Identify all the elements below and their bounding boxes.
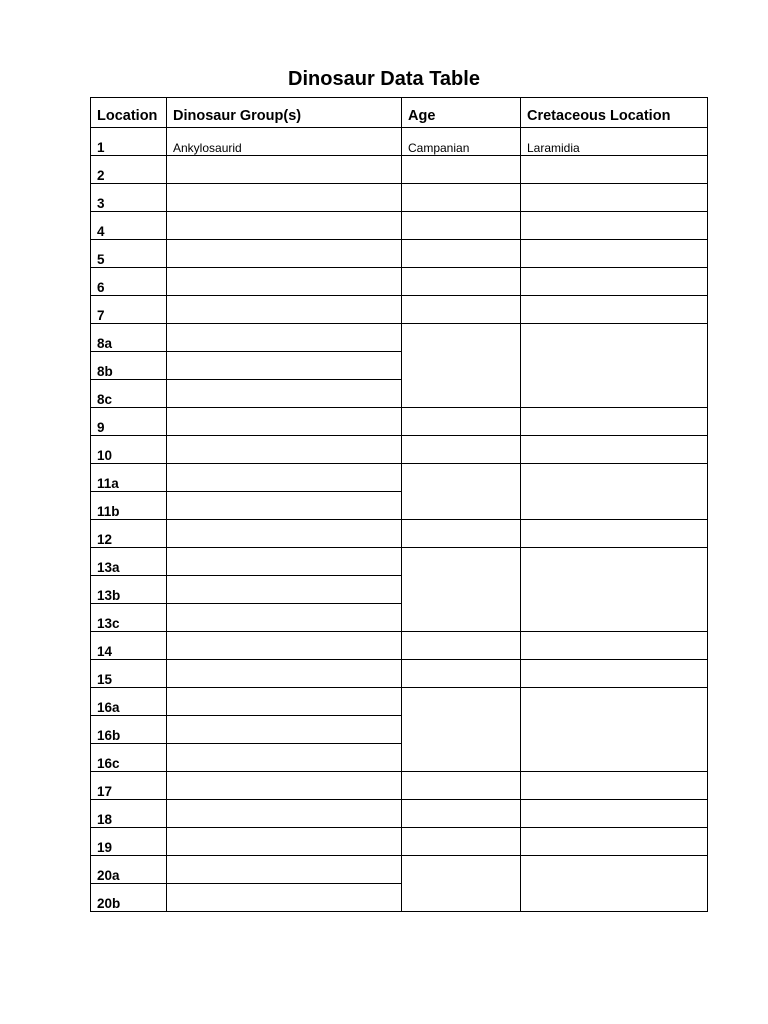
table-row bbox=[91, 856, 708, 884]
table-row bbox=[91, 688, 708, 716]
dinosaur-group-cell[interactable] bbox=[167, 408, 402, 436]
location-cell: 3 bbox=[91, 184, 167, 212]
location-cell: 13c bbox=[91, 604, 167, 632]
dinosaur-group-cell[interactable] bbox=[167, 632, 402, 660]
dinosaur-group-cell[interactable] bbox=[167, 828, 402, 856]
age-cell[interactable] bbox=[402, 184, 521, 212]
dinosaur-data-table bbox=[90, 97, 708, 912]
table-row bbox=[91, 772, 708, 800]
dinosaur-group-cell[interactable] bbox=[167, 268, 402, 296]
location-cell: 14 bbox=[91, 632, 167, 660]
location-cell: 20b bbox=[91, 884, 167, 912]
age-cell[interactable] bbox=[402, 688, 521, 772]
location-cell: 4 bbox=[91, 212, 167, 240]
location-cell: 11b bbox=[91, 492, 167, 520]
location-cell: 8b bbox=[91, 352, 167, 380]
location-cell: 15 bbox=[91, 660, 167, 688]
age-cell[interactable] bbox=[402, 632, 521, 660]
age-cell[interactable] bbox=[402, 212, 521, 240]
cretaceous-location-cell[interactable] bbox=[521, 828, 708, 856]
age-cell[interactable] bbox=[402, 156, 521, 184]
dinosaur-group-cell[interactable] bbox=[167, 772, 402, 800]
page-title: Dinosaur Data Table bbox=[288, 68, 480, 90]
age-cell[interactable] bbox=[402, 800, 521, 828]
age-cell[interactable] bbox=[402, 856, 521, 912]
location-cell: 11a bbox=[91, 464, 167, 492]
table-row bbox=[91, 520, 708, 548]
age-cell[interactable] bbox=[402, 828, 521, 856]
dinosaur-group-cell[interactable] bbox=[167, 156, 402, 184]
dinosaur-group-cell[interactable] bbox=[167, 184, 402, 212]
cretaceous-location-cell[interactable] bbox=[521, 548, 708, 632]
location-cell: 7 bbox=[91, 296, 167, 324]
cretaceous-location-cell[interactable] bbox=[521, 464, 708, 520]
cretaceous-location-cell[interactable] bbox=[521, 268, 708, 296]
cretaceous-location-cell[interactable] bbox=[521, 688, 708, 772]
dinosaur-group-cell[interactable] bbox=[167, 604, 402, 632]
table-row bbox=[91, 828, 708, 856]
table-row bbox=[91, 184, 708, 212]
dinosaur-group-cell[interactable] bbox=[167, 380, 402, 408]
cretaceous-location-cell[interactable] bbox=[521, 324, 708, 408]
dinosaur-group-cell[interactable] bbox=[167, 884, 402, 912]
dinosaur-group-cell[interactable] bbox=[167, 688, 402, 716]
table-row bbox=[91, 212, 708, 240]
location-cell: 10 bbox=[91, 436, 167, 464]
location-cell: 1 bbox=[91, 128, 167, 156]
age-cell[interactable] bbox=[402, 464, 521, 520]
column-header-cretaceous-location: Cretaceous Location bbox=[521, 98, 708, 128]
table-row bbox=[91, 128, 708, 156]
age-cell[interactable] bbox=[402, 296, 521, 324]
dinosaur-group-cell[interactable] bbox=[167, 240, 402, 268]
dinosaur-group-cell[interactable] bbox=[167, 856, 402, 884]
table-row bbox=[91, 548, 708, 576]
cretaceous-location-cell[interactable] bbox=[521, 156, 708, 184]
age-cell[interactable] bbox=[402, 408, 521, 436]
location-cell: 17 bbox=[91, 772, 167, 800]
location-cell: 2 bbox=[91, 156, 167, 184]
table-row bbox=[91, 436, 708, 464]
table-header-row bbox=[91, 98, 708, 128]
cretaceous-location-cell[interactable] bbox=[521, 632, 708, 660]
dinosaur-group-cell[interactable] bbox=[167, 324, 402, 352]
dinosaur-group-cell[interactable] bbox=[167, 212, 402, 240]
age-cell[interactable] bbox=[402, 268, 521, 296]
cretaceous-location-cell[interactable] bbox=[521, 184, 708, 212]
cretaceous-location-cell[interactable] bbox=[521, 856, 708, 912]
cretaceous-location-cell[interactable]: Laramidia bbox=[521, 128, 708, 156]
table-row bbox=[91, 408, 708, 436]
age-cell[interactable] bbox=[402, 436, 521, 464]
cretaceous-location-cell[interactable] bbox=[521, 436, 708, 464]
cretaceous-location-cell[interactable] bbox=[521, 800, 708, 828]
location-cell: 16a bbox=[91, 688, 167, 716]
table-row bbox=[91, 324, 708, 352]
location-cell: 16c bbox=[91, 744, 167, 772]
age-cell[interactable] bbox=[402, 772, 521, 800]
location-cell: 19 bbox=[91, 828, 167, 856]
location-cell: 16b bbox=[91, 716, 167, 744]
table-body bbox=[91, 128, 708, 912]
table-row bbox=[91, 156, 708, 184]
location-cell: 13b bbox=[91, 576, 167, 604]
dinosaur-group-cell[interactable] bbox=[167, 520, 402, 548]
dinosaur-group-cell[interactable] bbox=[167, 576, 402, 604]
cretaceous-location-cell[interactable] bbox=[521, 212, 708, 240]
table-row bbox=[91, 800, 708, 828]
column-header-location: Location bbox=[91, 98, 167, 128]
table-row bbox=[91, 660, 708, 688]
age-cell[interactable]: Campanian bbox=[402, 128, 521, 156]
age-cell[interactable] bbox=[402, 548, 521, 632]
dinosaur-group-cell[interactable] bbox=[167, 296, 402, 324]
dinosaur-group-cell[interactable] bbox=[167, 352, 402, 380]
dinosaur-group-cell[interactable] bbox=[167, 716, 402, 744]
dinosaur-group-cell[interactable] bbox=[167, 548, 402, 576]
table-row bbox=[91, 464, 708, 492]
location-cell: 8c bbox=[91, 380, 167, 408]
cretaceous-location-cell[interactable] bbox=[521, 408, 708, 436]
location-cell: 5 bbox=[91, 240, 167, 268]
cretaceous-location-cell[interactable] bbox=[521, 240, 708, 268]
cretaceous-location-cell[interactable] bbox=[521, 520, 708, 548]
dinosaur-group-cell[interactable]: Ankylosaurid bbox=[167, 128, 402, 156]
dinosaur-group-cell[interactable] bbox=[167, 744, 402, 772]
dinosaur-group-cell[interactable] bbox=[167, 464, 402, 492]
cretaceous-location-cell[interactable] bbox=[521, 660, 708, 688]
location-cell: 13a bbox=[91, 548, 167, 576]
dinosaur-group-cell[interactable] bbox=[167, 800, 402, 828]
dinosaur-group-cell[interactable] bbox=[167, 492, 402, 520]
age-cell[interactable] bbox=[402, 324, 521, 408]
location-cell: 6 bbox=[91, 268, 167, 296]
table-row bbox=[91, 240, 708, 268]
table-row bbox=[91, 268, 708, 296]
location-cell: 8a bbox=[91, 324, 167, 352]
table-row bbox=[91, 296, 708, 324]
dinosaur-group-cell[interactable] bbox=[167, 660, 402, 688]
column-header-dinosaur-groups: Dinosaur Group(s) bbox=[167, 98, 402, 128]
age-cell[interactable] bbox=[402, 240, 521, 268]
location-cell: 9 bbox=[91, 408, 167, 436]
location-cell: 12 bbox=[91, 520, 167, 548]
column-header-age: Age bbox=[402, 98, 521, 128]
cretaceous-location-cell[interactable] bbox=[521, 772, 708, 800]
cretaceous-location-cell[interactable] bbox=[521, 296, 708, 324]
age-cell[interactable] bbox=[402, 520, 521, 548]
location-cell: 20a bbox=[91, 856, 167, 884]
age-cell[interactable] bbox=[402, 660, 521, 688]
table-row bbox=[91, 632, 708, 660]
dinosaur-group-cell[interactable] bbox=[167, 436, 402, 464]
location-cell: 18 bbox=[91, 800, 167, 828]
